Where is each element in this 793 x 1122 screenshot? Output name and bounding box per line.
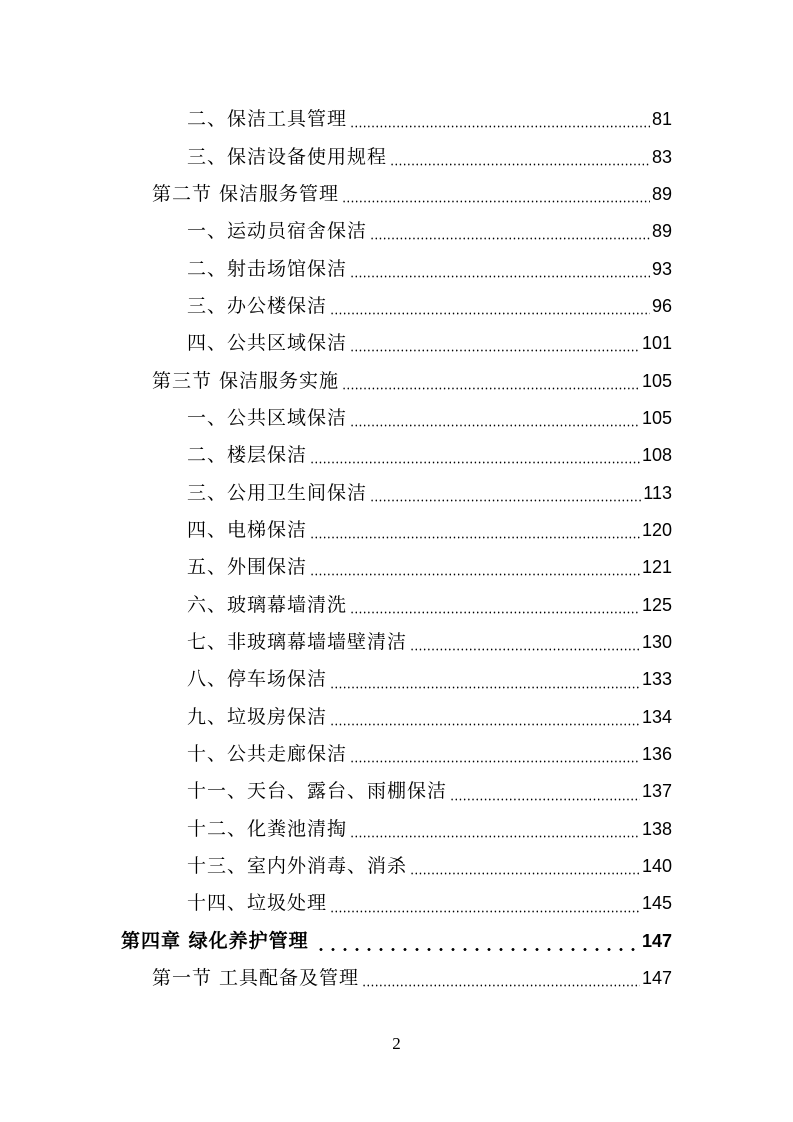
toc-entry-title: 第二节 保洁服务管理 [152, 182, 340, 205]
toc-entry[interactable] [0, 885, 793, 922]
toc-entry-title: 七、非玻璃幕墙墙壁清洁 [187, 630, 408, 653]
toc-leader-dots [315, 948, 638, 951]
toc-entry-page: 147 [641, 968, 672, 989]
toc-entry[interactable] [0, 474, 793, 511]
toc-entry-title: 四、公共区域保洁 [187, 332, 348, 355]
toc-leader-dots [350, 275, 650, 278]
toc-entry[interactable] [0, 288, 793, 325]
toc-leader-dots [342, 200, 650, 203]
toc-entry[interactable] [0, 549, 793, 586]
toc-leader-dots [350, 349, 640, 352]
toc-entry[interactable] [0, 923, 793, 960]
toc-entry-page: 130 [641, 631, 672, 652]
toc-entry-title: 三、办公楼保洁 [187, 294, 328, 317]
toc-entry[interactable] [0, 811, 793, 848]
toc-entry-title: 五、外围保洁 [187, 556, 308, 579]
toc-entry-title: 六、玻璃幕墙清洗 [187, 593, 348, 616]
toc-entry-page: 120 [641, 519, 672, 540]
toc-entry-title: 十三、室内外消毒、消杀 [187, 855, 408, 878]
toc-entry-title: 一、运动员宿舍保洁 [187, 220, 368, 243]
toc-entry-page: 89 [651, 183, 672, 204]
toc-leader-dots [330, 910, 640, 913]
toc-entry-title: 十、公共走廊保洁 [187, 743, 348, 766]
toc-entry-title: 二、射击场馆保洁 [187, 257, 348, 280]
toc-entry-page: 105 [641, 370, 672, 391]
toc-leader-dots [410, 648, 640, 651]
toc-leader-dots [342, 387, 640, 390]
toc-entry[interactable] [0, 400, 793, 437]
toc-entry-page: 121 [641, 557, 672, 578]
toc-entry-page: 145 [641, 893, 672, 914]
toc-entry[interactable] [0, 176, 793, 213]
toc-entry-title: 十一、天台、露台、雨棚保洁 [187, 780, 448, 803]
toc-entry-page: 136 [641, 744, 672, 765]
toc-entry[interactable] [0, 736, 793, 773]
toc-entry-title: 第三节 保洁服务实施 [152, 369, 340, 392]
toc-entry-title: 八、停车场保洁 [187, 668, 328, 691]
toc-entry[interactable] [0, 138, 793, 175]
toc-entry[interactable] [0, 624, 793, 661]
toc-leader-dots [370, 499, 641, 502]
toc-entry[interactable] [0, 773, 793, 810]
toc-entry[interactable] [0, 960, 793, 997]
toc-leader-dots [350, 424, 640, 427]
toc-leader-dots [350, 835, 640, 838]
toc-entry[interactable] [0, 586, 793, 623]
toc-leader-dots [310, 536, 640, 539]
toc-entry[interactable] [0, 250, 793, 287]
toc-leader-dots [330, 686, 640, 689]
toc-entry-title: 二、楼层保洁 [187, 444, 308, 467]
toc-entry[interactable] [0, 699, 793, 736]
toc-leader-dots [450, 798, 640, 801]
toc-entry-title: 四、电梯保洁 [187, 518, 308, 541]
toc-entry-title: 十二、化粪池清掏 [187, 817, 348, 840]
toc-entry-title: 第一节 工具配备及管理 [152, 967, 360, 990]
toc-entry-page: 147 [641, 930, 672, 951]
toc-entry-page: 138 [641, 818, 672, 839]
toc-leader-dots [350, 760, 640, 763]
toc-entry-title: 一、公共区域保洁 [187, 406, 348, 429]
toc-leader-dots [330, 312, 650, 315]
toc-leader-dots [370, 237, 650, 240]
table-of-contents [0, 101, 793, 997]
toc-entry[interactable] [0, 848, 793, 885]
toc-entry-page: 101 [641, 333, 672, 354]
toc-entry[interactable] [0, 213, 793, 250]
toc-entry-page: 93 [651, 258, 672, 279]
toc-entry-page: 83 [651, 146, 672, 167]
toc-entry-page: 134 [641, 706, 672, 727]
toc-entry[interactable] [0, 661, 793, 698]
toc-entry[interactable] [0, 437, 793, 474]
toc-leader-dots [390, 163, 650, 166]
toc-entry-page: 108 [641, 445, 672, 466]
toc-entry-page: 137 [641, 781, 672, 802]
toc-leader-dots [350, 611, 640, 614]
toc-leader-dots [330, 723, 640, 726]
toc-entry-title: 十四、垃圾处理 [187, 892, 328, 915]
toc-entry-page: 81 [651, 109, 672, 130]
toc-entry[interactable] [0, 362, 793, 399]
toc-entry-page: 113 [643, 482, 672, 503]
toc-entry-title: 二、保洁工具管理 [187, 108, 348, 131]
toc-entry[interactable] [0, 101, 793, 138]
toc-entry-title: 三、保洁设备使用规程 [187, 145, 388, 168]
toc-entry-title: 第四章 绿化养护管理 [121, 929, 309, 952]
toc-entry-page: 105 [641, 407, 672, 428]
toc-entry[interactable] [0, 325, 793, 362]
toc-entry-title: 九、垃圾房保洁 [187, 705, 328, 728]
toc-entry-page: 89 [651, 221, 672, 242]
toc-leader-dots [310, 573, 640, 576]
toc-entry-title: 三、公用卫生间保洁 [187, 481, 368, 504]
page-number: 2 [392, 1034, 401, 1053]
toc-leader-dots [350, 125, 650, 128]
toc-entry-page: 96 [651, 295, 672, 316]
toc-leader-dots [362, 984, 640, 987]
toc-entry-page: 133 [641, 669, 672, 690]
toc-leader-dots [310, 461, 640, 464]
toc-entry-page: 125 [641, 594, 672, 615]
toc-entry[interactable] [0, 512, 793, 549]
toc-leader-dots [410, 872, 640, 875]
toc-entry-page: 140 [641, 856, 672, 877]
